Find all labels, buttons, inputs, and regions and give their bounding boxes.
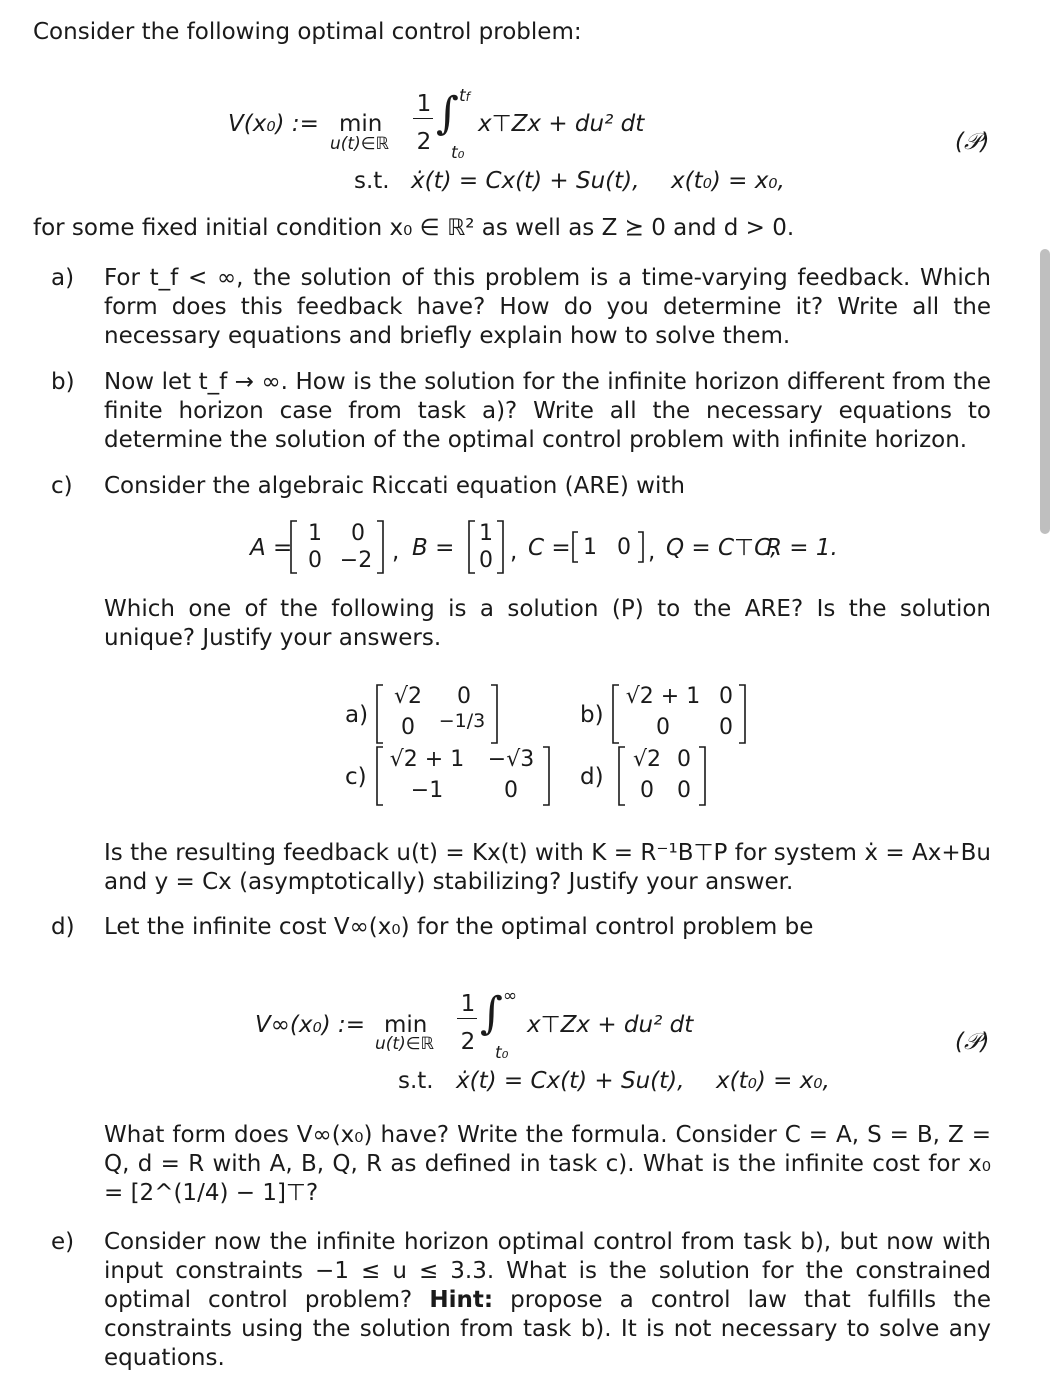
eq1-lhs: V(x₀) := bbox=[228, 111, 319, 137]
option-d-cell: √2 bbox=[632, 747, 661, 772]
option-d-cell: 0 bbox=[677, 747, 691, 772]
task-e-label: e) bbox=[51, 1229, 75, 1255]
integral-sign-icon: ∫ bbox=[480, 988, 503, 1039]
matrix-C bbox=[570, 530, 646, 564]
eq1-frac-num: 1 bbox=[416, 91, 432, 117]
option-d-cell: 0 bbox=[640, 778, 654, 803]
comma: , bbox=[510, 539, 518, 565]
eq1-st: s.t. bbox=[354, 168, 390, 194]
matrix-B-cell: 1 bbox=[479, 521, 493, 546]
option-d-matrix bbox=[616, 745, 708, 807]
eq2-tag: (𝒫) bbox=[955, 1029, 990, 1055]
option-b-cell: √2 + 1 bbox=[625, 684, 701, 709]
matrix-A bbox=[288, 519, 386, 575]
task-c-question: Which one of the following is a solution (P) to the ARE? Is the solution unique? Justify your answers. bbox=[104, 596, 991, 651]
matrix-R: R = 1. bbox=[766, 535, 838, 561]
eq1-int-lower: t₀ bbox=[451, 143, 465, 163]
comma: , bbox=[648, 539, 656, 565]
eq2-frac-num: 1 bbox=[460, 991, 476, 1017]
option-c-cell: √2 + 1 bbox=[389, 747, 465, 772]
eq1-dynamics: ẋ(t) = Cx(t) + Su(t), bbox=[411, 168, 640, 194]
matrix-A-cell: 0 bbox=[308, 548, 322, 573]
eq2-integrand: x⊤Zx + du² dt bbox=[527, 1012, 694, 1038]
eq2-frac-den: 2 bbox=[460, 1029, 476, 1055]
condition-text: for some fixed initial condition x₀ ∈ ℝ² as well as Z ⪰ 0 and d > 0. bbox=[33, 215, 795, 241]
task-c-text: Consider the algebraic Riccati equation (ARE) with bbox=[104, 473, 685, 499]
task-a-label: a) bbox=[51, 265, 75, 291]
matrix-B-cell: 0 bbox=[479, 548, 493, 573]
task-c-label: c) bbox=[51, 473, 73, 499]
task-d-question: What form does V∞(x₀) have? Write the formula. Consider C = A, S = B, Z = Q, d = R with A, B, Q, R as defined in task c). What is the infinite cost for x₀ = [2^(1/4) − 1]⊤? bbox=[104, 1122, 991, 1206]
option-a-label: a) bbox=[345, 702, 369, 728]
task-c-followup: Is the resulting feedback u(t) = Kx(t) with K = R⁻¹B⊤P for system ẋ = Ax+Bu and y = Cx (asymptotically) stabilizing? Justify your answer. bbox=[104, 840, 991, 895]
eq1-tag: (𝒫) bbox=[955, 129, 990, 155]
task-b-label: b) bbox=[51, 369, 75, 395]
option-b-cell: 0 bbox=[719, 715, 733, 740]
option-a-matrix bbox=[374, 683, 500, 745]
matrix-B-label: B = bbox=[412, 535, 455, 561]
eq1-frac-bar bbox=[413, 118, 433, 119]
vertical-scrollbar[interactable] bbox=[1040, 249, 1050, 534]
eq1-min-sub: u(t)∈ℝ bbox=[330, 134, 389, 154]
task-d-text: Let the infinite cost V∞(x₀) for the optimal control problem be bbox=[104, 914, 814, 940]
matrix-A-cell: 1 bbox=[308, 521, 322, 546]
matrix-A-cell: −2 bbox=[339, 548, 373, 573]
comma: , bbox=[392, 539, 400, 565]
eq2-st: s.t. bbox=[398, 1068, 434, 1094]
eq1-min: min bbox=[339, 111, 383, 137]
eq1-integrand: x⊤Zx + du² dt bbox=[478, 111, 645, 137]
eq2-lhs: V∞(x₀) := bbox=[255, 1012, 366, 1038]
option-c-cell: 0 bbox=[504, 778, 518, 803]
matrix-B bbox=[466, 519, 506, 575]
task-d-label: d) bbox=[51, 914, 75, 940]
option-b-matrix bbox=[610, 683, 748, 745]
option-c-cell: −√3 bbox=[487, 747, 535, 772]
option-a-cell: −1/3 bbox=[438, 710, 486, 732]
eq2-int-upper: ∞ bbox=[503, 986, 518, 1006]
matrix-C-label: C = bbox=[528, 535, 571, 561]
task-e-text-before-hint: Consider now the infinite horizon optimal control from task b), but now with input constraints −1 ≤ u ≤ 3.3. What is the solution for the constrained optimal control problem? bbox=[104, 1229, 991, 1313]
task-a-text: For t_f < ∞, the solution of this problem is a time-varying feedback. Which form does this feedback have? How do you determine it? Write all the necessary equations and briefly explain how to solve them. bbox=[104, 265, 991, 349]
eq2-dynamics: ẋ(t) = Cx(t) + Su(t), bbox=[456, 1068, 685, 1094]
option-c-label: c) bbox=[345, 764, 367, 790]
option-d-cell: 0 bbox=[677, 778, 691, 803]
option-b-cell: 0 bbox=[719, 684, 733, 709]
option-b-cell: 0 bbox=[656, 715, 670, 740]
option-c-cell: −1 bbox=[410, 778, 444, 803]
matrix-Q: Q = C⊤C, bbox=[666, 535, 778, 561]
task-e-text bbox=[104, 1228, 991, 1373]
eq2-int-lower: t₀ bbox=[495, 1043, 509, 1063]
option-a-cell: 0 bbox=[457, 684, 471, 709]
task-b-text: Now let t_f → ∞. How is the solution for the infinite horizon different from the finite horizon case from task a)? Write all the necessary equations to determine the solution of the optimal control problem with infinite horizon. bbox=[104, 369, 991, 453]
option-b-label: b) bbox=[580, 702, 604, 728]
eq1-frac-den: 2 bbox=[416, 129, 432, 155]
matrix-A-cell: 0 bbox=[351, 521, 365, 546]
option-a-cell: 0 bbox=[401, 715, 415, 740]
intro-text: Consider the following optimal control problem: bbox=[33, 19, 582, 45]
eq2-frac-bar bbox=[457, 1018, 477, 1019]
eq2-min-sub: u(t)∈ℝ bbox=[375, 1034, 434, 1054]
option-a-cell: √2 bbox=[393, 684, 422, 709]
hint-label: Hint: bbox=[429, 1287, 494, 1313]
eq2-min: min bbox=[384, 1012, 428, 1038]
matrix-A-label: A = bbox=[250, 535, 293, 561]
matrix-C-cell: 0 bbox=[617, 535, 631, 560]
matrix-C-cell: 1 bbox=[583, 535, 597, 560]
eq2-initial: x(t₀) = x₀, bbox=[716, 1068, 830, 1094]
eq1-int-upper: tf bbox=[459, 86, 470, 106]
option-c-matrix bbox=[374, 745, 552, 807]
eq1-initial: x(t₀) = x₀, bbox=[671, 168, 785, 194]
integral-sign-icon: ∫ bbox=[436, 88, 459, 139]
task-e-text-after-hint: propose a control law that fulfills the constraints using the solution from task b). It is not necessary to solve any equations. bbox=[104, 1287, 991, 1371]
option-d-label: d) bbox=[580, 764, 604, 790]
